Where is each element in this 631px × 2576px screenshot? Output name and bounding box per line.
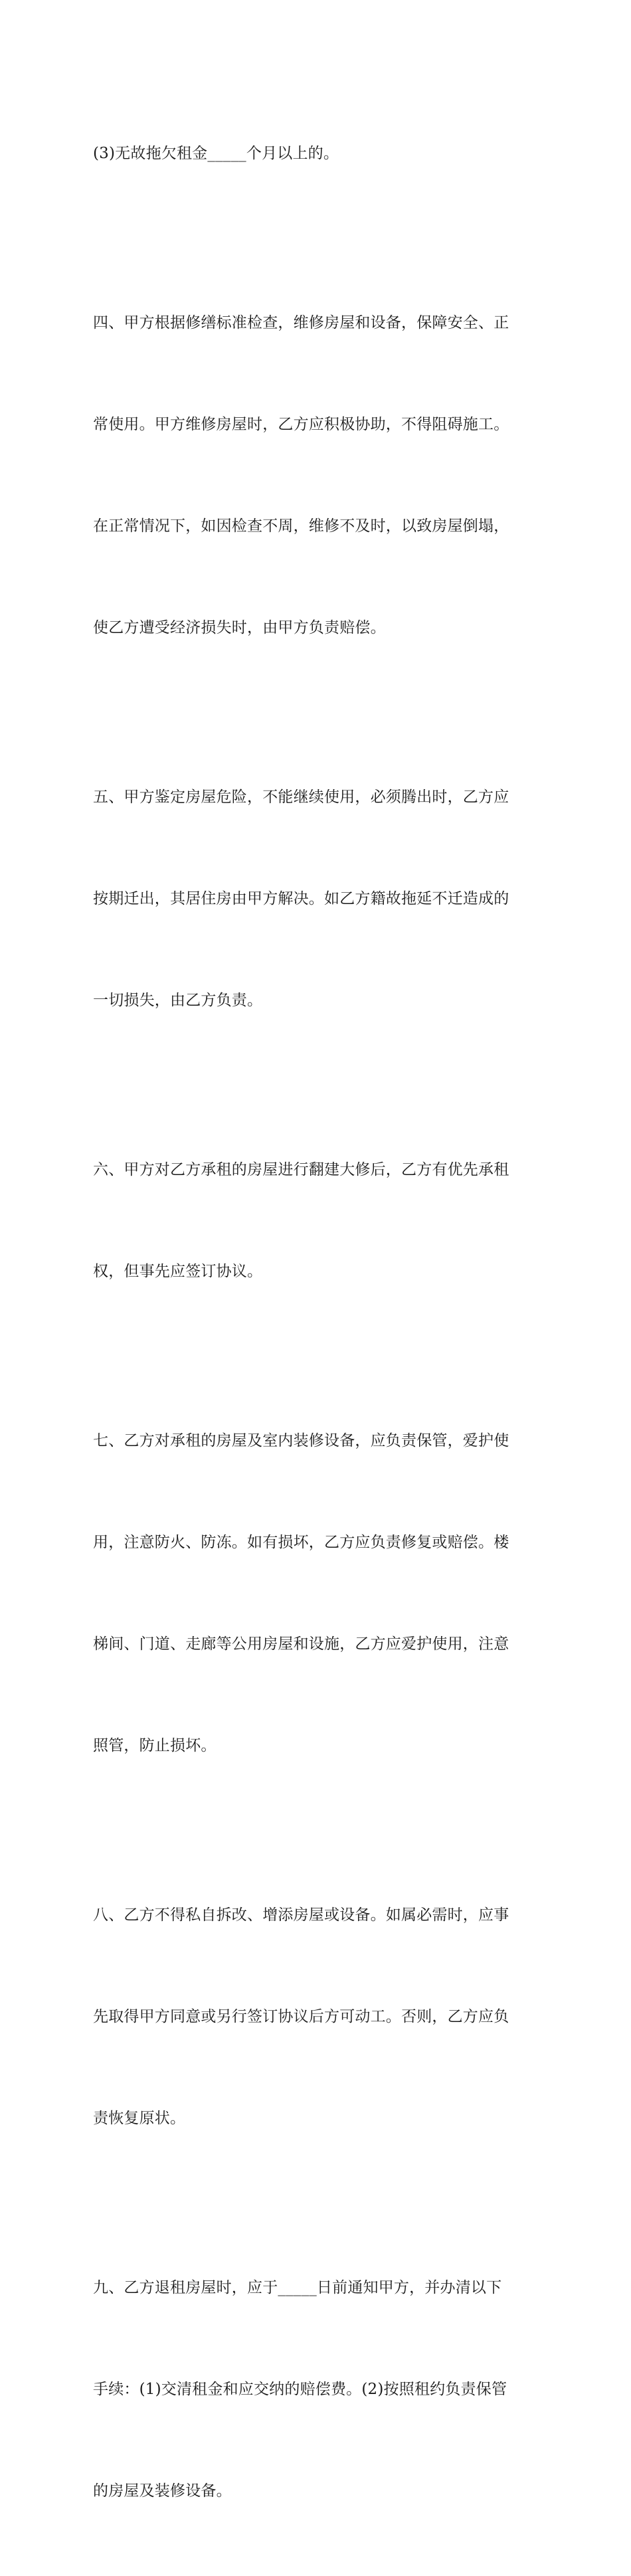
text-line: 先取得甲方同意或另行签订协议后方可动工。否则，乙方应负 [93,2008,509,2025]
paragraph-clause-8 [93,1831,551,2203]
text-line: 照管，防止损坏。 [93,1737,217,1754]
paragraph-3-rent-arrears [93,69,551,238]
text-line: 在正常情况下，如因检查不周，维修不及时，以致房屋倒塌， [93,517,509,535]
paragraph-clause-7 [93,1356,551,1831]
text-line: 权，但事先应签订协议。 [93,1263,263,1280]
paragraph-clause-4 [93,238,551,713]
text-line: 使乙方遭受经济损失时，由甲方负责赔偿。 [93,619,386,636]
paragraph-clause-6 [93,1085,551,1356]
text-line: (3)无故拖欠租金_____个月以上的。 [93,145,339,162]
text-line: 常使用。甲方维修房屋时，乙方应积极协助，不得阻碍施工。 [93,416,509,433]
document-page [93,69,551,2576]
text-line: 八、乙方不得私自拆改、增添房屋或设备。如属必需时，应事 [93,1906,509,1924]
text-line: 梯间、门道、走廊等公用房屋和设施，乙方应爱护使用，注意 [93,1635,509,1653]
text-line: 九、乙方退租房屋时，应于_____日前通知甲方，并办清以下 [93,2279,502,2296]
paragraph-clause-5 [93,713,551,1085]
text-line: 按期迁出，其居住房由甲方解决。如乙方籍故拖延不迁造成的 [93,890,509,907]
text-line: 四、甲方根据修缮标准检查，维修房屋和设备，保障安全、正 [93,314,509,331]
text-line: 五、甲方鉴定房屋危险，不能继续使用，必须腾出时，乙方应 [93,788,509,806]
paragraph-clause-9 [93,2203,551,2576]
text-line: 手续：(1)交清租金和应交纳的赔偿费。(2)按照租约负责保管 [93,2381,507,2398]
text-line: 一切损失，由乙方负责。 [93,992,263,1009]
text-line: 六、甲方对乙方承租的房屋进行翻建大修后，乙方有优先承租 [93,1161,509,1178]
text-line: 责恢复原状。 [93,2110,186,2127]
text-line: 的房屋及装修设备。 [93,2482,232,2500]
text-line: 七、乙方对承租的房屋及室内装修设备，应负责保管，爱护使 [93,1432,509,1449]
text-line: 用，注意防火、防冻。如有损坏，乙方应负责修复或赔偿。楼 [93,1534,509,1551]
